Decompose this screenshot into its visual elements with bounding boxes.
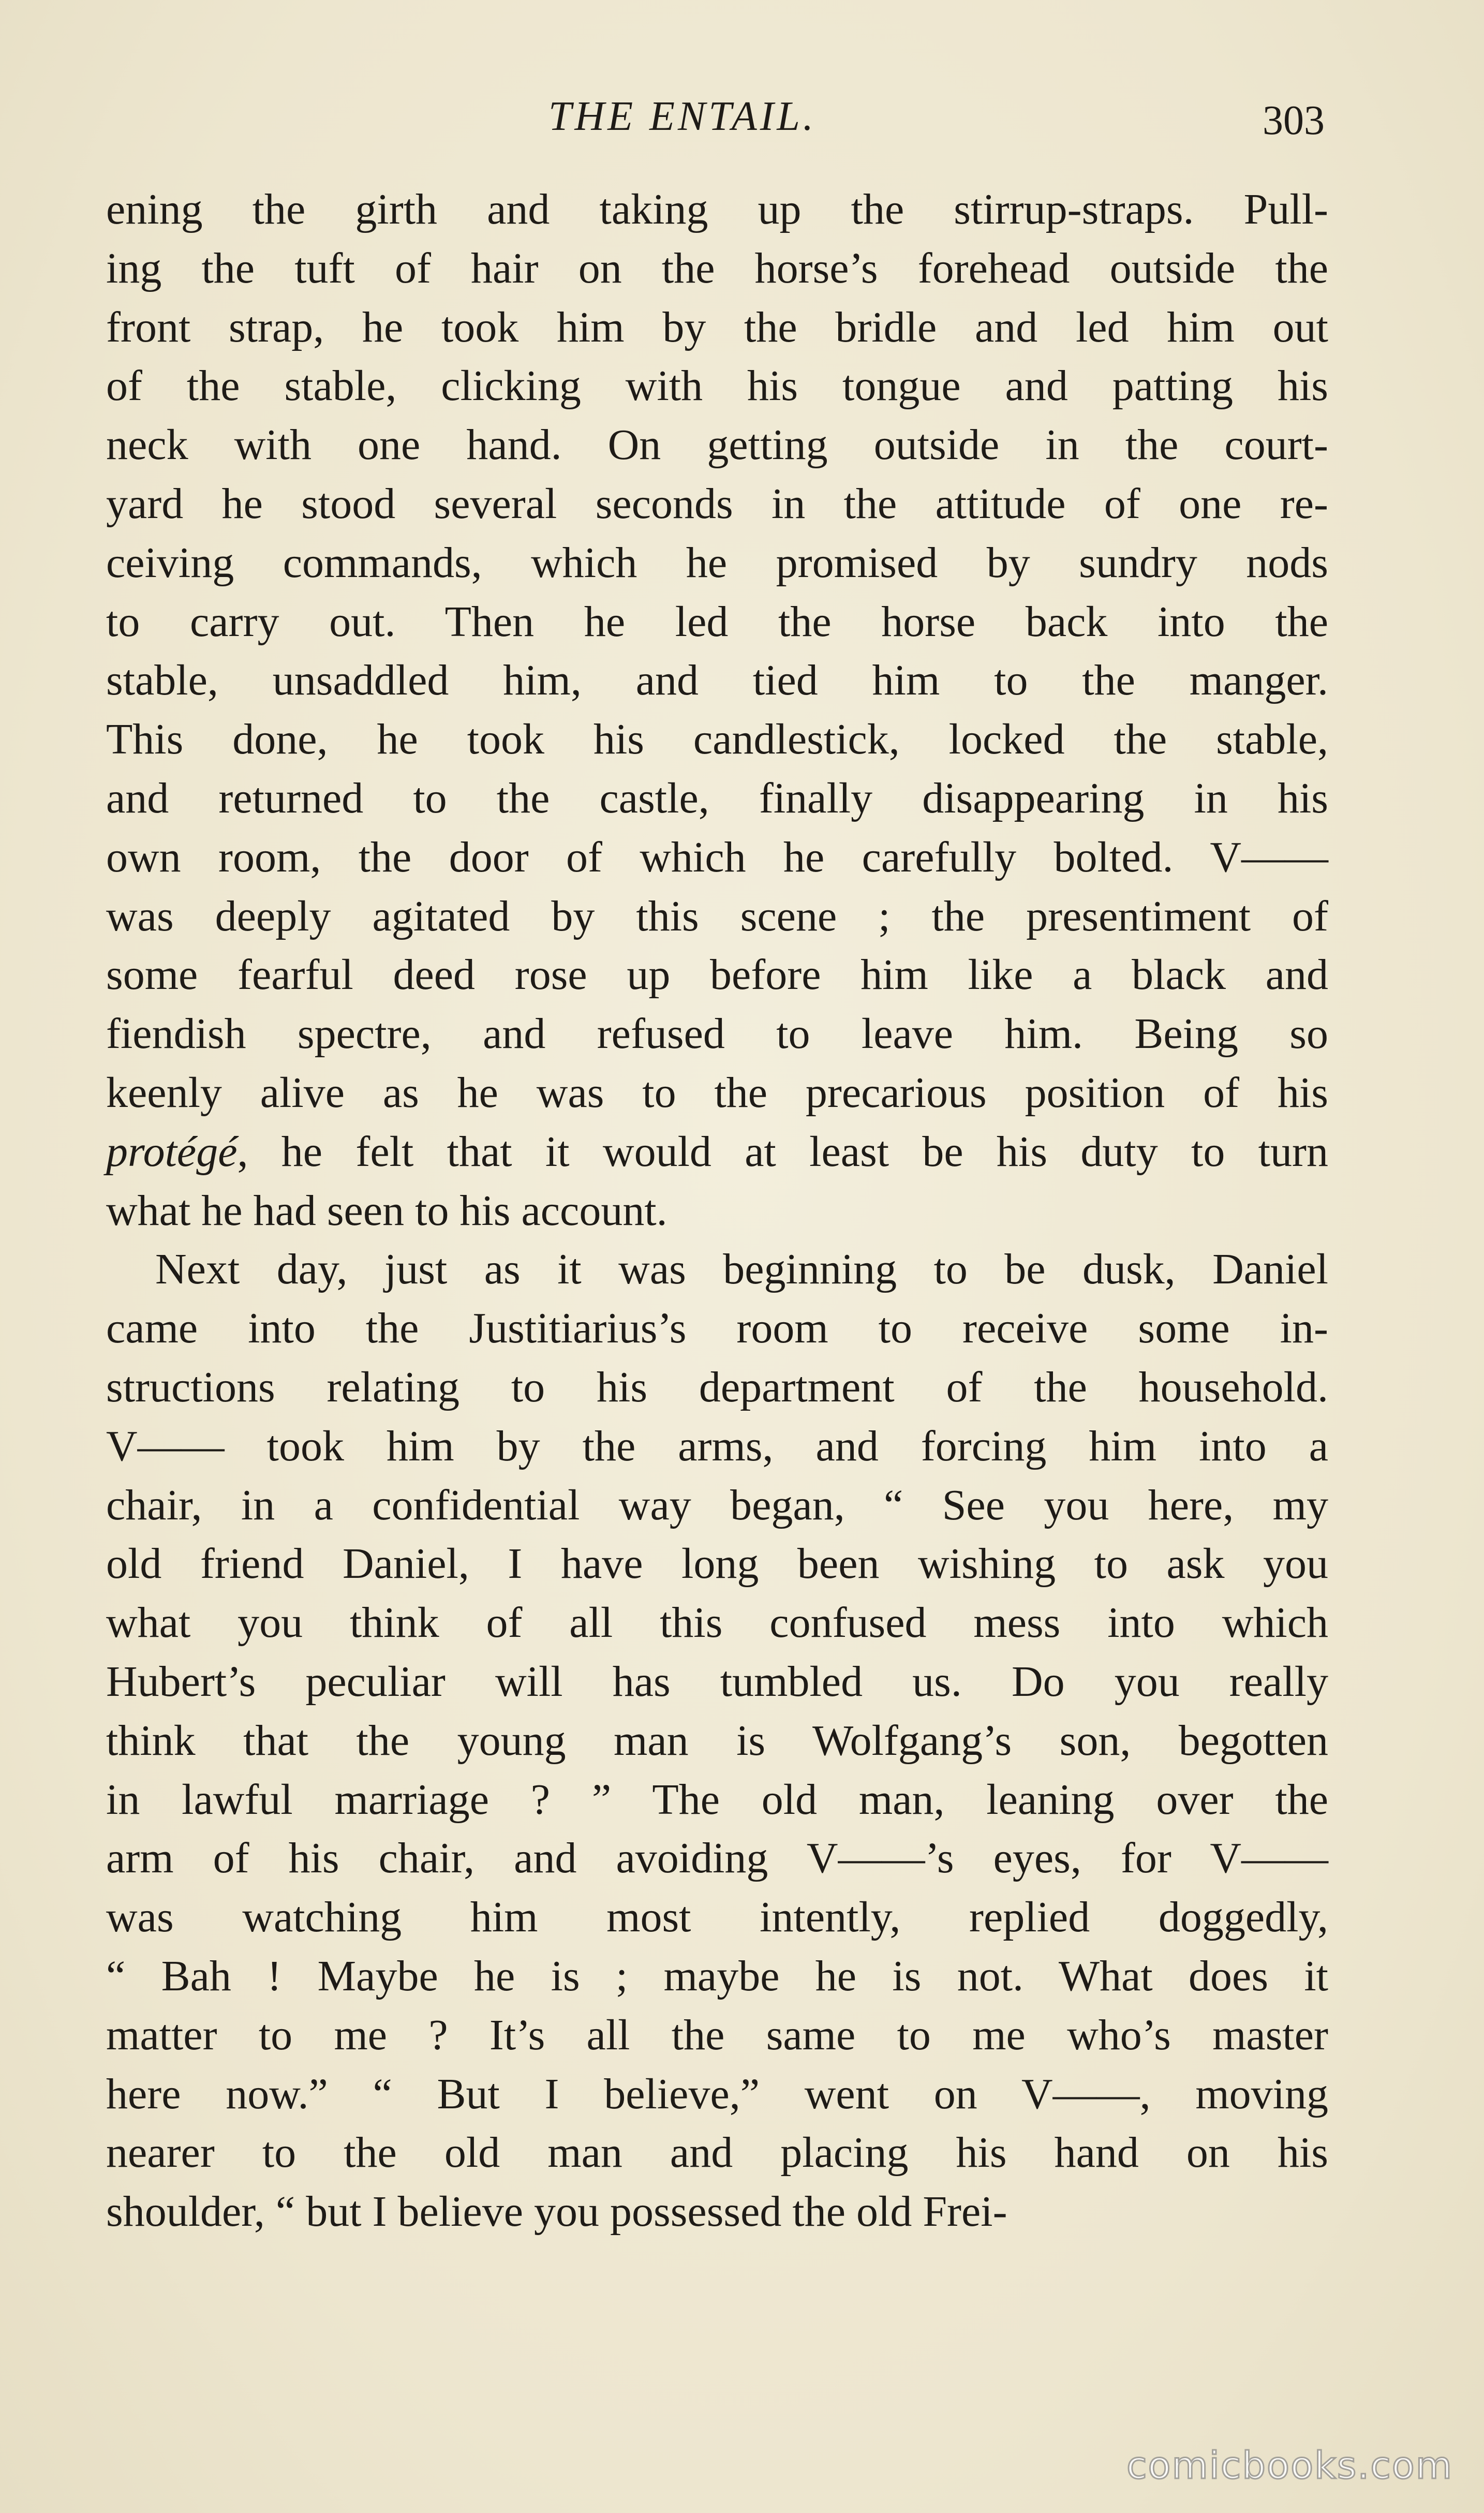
text-line: was deeply agitated by this scene ; the presentiment of [106, 892, 1328, 940]
body-text [106, 180, 1328, 2241]
text-line: chair, in a confidential way began, “ See you here, my [106, 1481, 1328, 1529]
text-line: of the stable, clicking with his tongue and patting his [106, 362, 1328, 410]
text-line: keenly alive as he was to the precarious position of his [106, 1068, 1328, 1117]
text-line: old friend Daniel, I have long been wishing to ask you [106, 1540, 1328, 1588]
running-head-title: THE ENTAIL. [548, 94, 817, 139]
paragraph [106, 1240, 1328, 2241]
text-line: front strap, he took him by the bridle and led him out [106, 303, 1328, 351]
text-line: protégé, he felt that it would at least be his duty to turn [106, 1127, 1328, 1176]
text-line: was watching him most intently, replied doggedly, [106, 1893, 1328, 1942]
text-line: to carry out. Then he led the horse back into the [106, 597, 1328, 646]
running-head [0, 85, 1484, 147]
text-line: here now.” “ But I believe,” went on V——, moving [106, 2069, 1328, 2118]
text-line: own room, the door of which he carefully bolted. V—— [106, 833, 1328, 881]
site-watermark: comicbooks.com [1126, 2444, 1453, 2487]
text-line: in lawful marriage ? ” The old man, leaning over the [106, 1775, 1328, 1824]
text-line: structions relating to his department of the household. [106, 1363, 1328, 1411]
text-line: arm of his chair, and avoiding V——’s eyes, for V—— [106, 1834, 1328, 1883]
text-line: what you think of all this confused mess into which [106, 1599, 1328, 1647]
text-line: yard he stood several seconds in the attitude of one re- [106, 479, 1328, 528]
text-line: ceiving commands, which he promised by sundry nods [106, 538, 1328, 587]
text-line: think that the young man is Wolfgang’s son, begotten [106, 1716, 1328, 1765]
text-line: V—— took him by the arms, and forcing him into a [106, 1422, 1328, 1470]
text-line: Next day, just as it was beginning to be dusk, Daniel [155, 1245, 1328, 1294]
text-line: neck with one hand. On getting outside in the court- [106, 421, 1328, 469]
text-line: what he had seen to his account. [106, 1186, 667, 1235]
text-line: Hubert’s peculiar will has tumbled us. Do you really [106, 1657, 1328, 1706]
text-line: some fearful deed rose up before him like a black and [106, 951, 1328, 999]
page-number: 303 [1263, 98, 1325, 143]
paragraph [106, 180, 1328, 1240]
text-line: ing the tuft of hair on the horse’s forehead outside the [106, 244, 1328, 292]
text-line: shoulder, “ but I believe you possessed the old Frei- [106, 2187, 1007, 2236]
text-line: came into the Justitiarius’s room to receive some in- [106, 1304, 1328, 1353]
text-line: “ Bah ! Maybe he is ; maybe he is not. What does it [106, 1952, 1328, 2000]
text-line: fiendish spectre, and refused to leave him. Being so [106, 1010, 1328, 1058]
text-line: stable, unsaddled him, and tied him to the manger. [106, 656, 1328, 705]
text-line: ening the girth and taking up the stirrup-straps. Pull- [106, 185, 1328, 233]
text-line: matter to me ? It’s all the same to me who’s master [106, 2011, 1328, 2059]
text-line: nearer to the old man and placing his hand on his [106, 2128, 1328, 2177]
text-line: This done, he took his candlestick, locked the stable, [106, 715, 1328, 764]
text-line: and returned to the castle, finally disappearing in his [106, 774, 1328, 822]
